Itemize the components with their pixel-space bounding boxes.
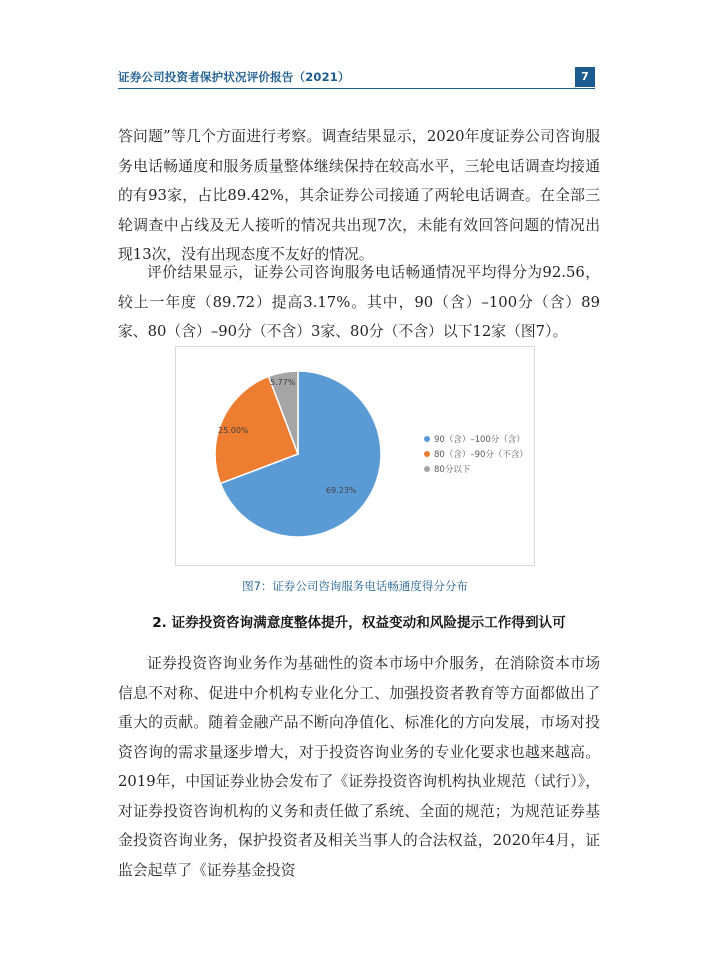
legend-marker-2 xyxy=(424,451,430,457)
legend-label-2: 80（含）–90分（不含） xyxy=(434,450,528,460)
slice-label-3: 5.77% xyxy=(270,378,296,387)
header-divider xyxy=(118,88,595,89)
paragraph-1: 答问题”等几个方面进行考察。调查结果显示，2020年度证券公司咨询服务电话畅通度和服务质量整体继续保持在较高水平，三轮电话调查均接通的有93家，占比89.42%，其余证券公司接通了两轮电话调查。在全部三轮调查中占线及无人接听的情况共出现7次，未能有效回答问题的情况出现13次，没有出现态度不友好的情况。 xyxy=(118,128,600,263)
legend-marker-3 xyxy=(424,466,430,472)
slice-label-1: 69.23% xyxy=(326,486,357,495)
section-heading: 2. 证券投资咨询满意度整体提升，权益变动和风险提示工作得到认可 xyxy=(152,615,566,631)
paragraph-2: 评价结果显示，证券公司咨询服务电话畅通情况平均得分为92.56，较上一年度（89.72）提高3.17%。其中，90（含）–100分（含）89家、80（含）–90分（不含）3家、80分（不含）以下12家（图7）。 xyxy=(118,264,600,340)
report-title: 证券公司投资者保护状况评价报告（2021） xyxy=(118,70,350,84)
page-number: 7 xyxy=(575,67,595,87)
slice-label-2: 25.00% xyxy=(218,426,249,435)
legend-label-1: 90（含）–100分（含） xyxy=(434,435,525,445)
page-header xyxy=(118,67,595,88)
paragraph-3: 证券投资咨询业务作为基础性的资本市场中介服务，在消除资本市场信息不对称、促进中介机构专业化分工、加强投资者教育等方面都做出了重大的贡献。随着金融产品不断向净值化、标准化的方向发展，市场对投资咨询的需求量逐步增大，对于投资咨询业务的专业化要求也越来越高。2019年，中国证券业协会发布了《证券投资咨询机构执业规范（试行）》，对证券投资咨询机构的义务和责任做了系统、全面的规范；为规范证券基金投资咨询业务，保护投资者及相关当事人的合法权益，2020年4月，证监会起草了《证券基金投资 xyxy=(118,655,600,879)
legend-label-3: 80分以下 xyxy=(434,465,471,475)
pie-chart-frame xyxy=(175,346,535,566)
figure-caption: 图7：证券公司咨询服务电话畅通度得分分布 xyxy=(242,579,468,593)
legend-marker-1 xyxy=(424,436,430,442)
pie-chart xyxy=(176,347,534,565)
